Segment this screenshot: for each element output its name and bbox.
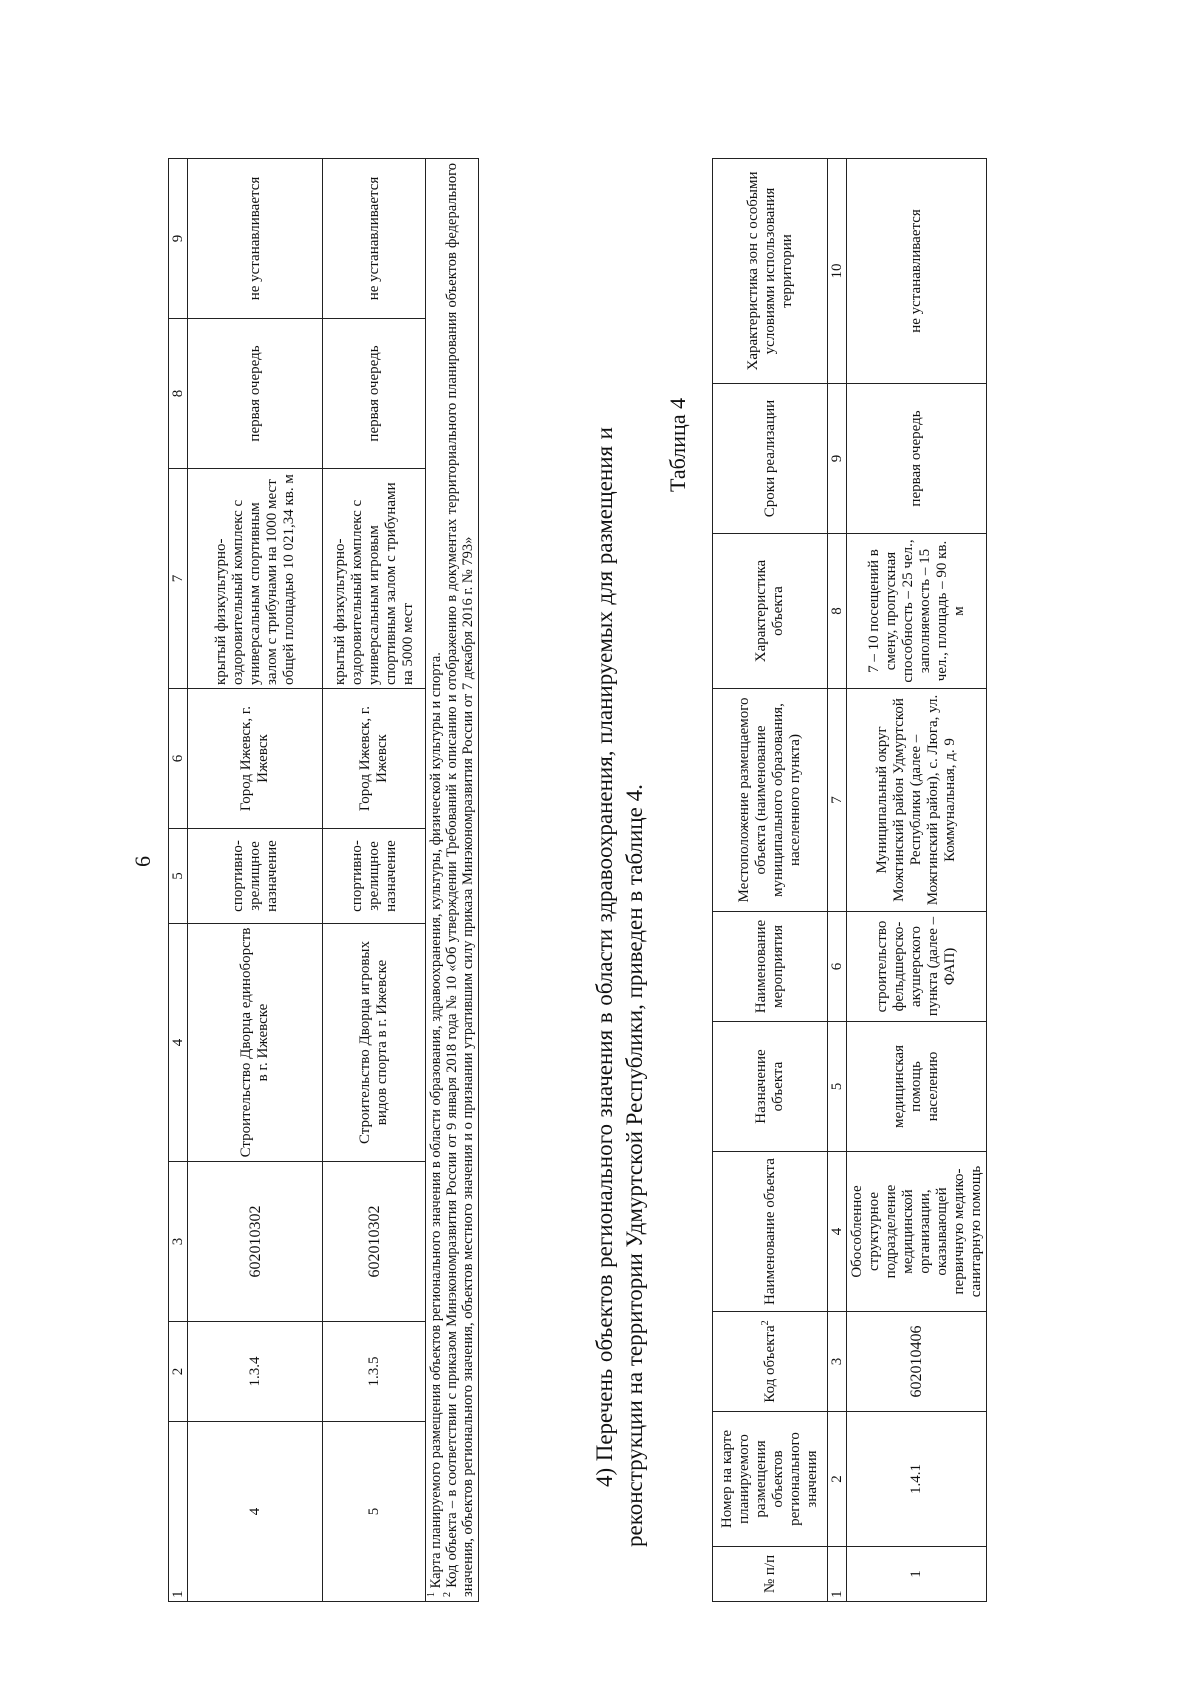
object-purpose: спортивно-зрелищное назначение bbox=[188, 829, 323, 924]
header-cell: Характеристика объекта bbox=[713, 534, 828, 689]
header-cell: Местоположение размещаемого объекта (наименование муниципального образования, населенного пункта) bbox=[713, 689, 828, 912]
header-cell: Наименование объекта bbox=[713, 1152, 828, 1312]
header-cell: № п/п bbox=[713, 1547, 828, 1602]
table-row bbox=[323, 159, 426, 1602]
column-number: 9 bbox=[169, 159, 188, 319]
map-number: 1.4.1 bbox=[847, 1412, 987, 1547]
object-name: Строительство Дворца единоборств в г. Ижевске bbox=[188, 924, 323, 1162]
header-row bbox=[713, 159, 828, 1602]
header-cell: Номер на карте планируемого размещения объектов регионального значения bbox=[713, 1412, 828, 1547]
column-number: 3 bbox=[169, 1162, 188, 1322]
object-location: Муниципальный округ Можгинский район Удмуртской Республики (далее – Можгинский район), с. Люга, ул. Коммунальная, д. 9 bbox=[847, 689, 987, 912]
column-number: 2 bbox=[828, 1412, 847, 1547]
object-code: 602010406 bbox=[847, 1312, 987, 1412]
footnote-1: $^1$ Карта планируемого размещения объектов регионального значения в области образования, здравоохранения, культуры, физической культуры и спорта. bbox=[426, 652, 444, 1597]
implementation-terms: первая очередь bbox=[847, 384, 987, 534]
zone-characteristic: не устанавливается bbox=[847, 159, 987, 384]
column-number-row bbox=[828, 159, 847, 1602]
row-number: 4 bbox=[188, 1422, 323, 1602]
object-characteristic: крытый физкультурно-оздоровительный комплекс с универсальным игровым спортивным залом с трибунами на 5000 мест bbox=[323, 469, 426, 689]
object-characteristic: 7 – 10 посещений в смену, пропускная способность – 25 чел., заполняемость – 15 чел., площадь – 90 кв. м bbox=[847, 534, 987, 689]
map-number: 1.3.5 bbox=[323, 1322, 426, 1422]
header-cell: Назначение объекта bbox=[713, 1022, 828, 1152]
table-row bbox=[188, 159, 323, 1602]
column-number: 5 bbox=[828, 1022, 847, 1152]
object-code: 602010302 bbox=[188, 1162, 323, 1322]
column-number: 6 bbox=[828, 912, 847, 1022]
implementation-terms: первая очередь bbox=[188, 319, 323, 469]
header-cell: Характеристика зон с особыми условиями использования территории bbox=[713, 159, 828, 384]
footnotes bbox=[426, 159, 479, 1602]
measure-name: строительство фельдшерско-акушерского пункта (далее – ФАП) bbox=[847, 912, 987, 1022]
column-number: 1 bbox=[169, 1422, 188, 1602]
object-purpose: медицинская помощь населению bbox=[847, 1022, 987, 1152]
header-cell: Код объекта$^2$ bbox=[713, 1312, 828, 1412]
column-number: 1 bbox=[828, 1547, 847, 1602]
column-number: 10 bbox=[828, 159, 847, 384]
column-number: 9 bbox=[828, 384, 847, 534]
table-row bbox=[847, 159, 987, 1602]
footnote-2: $^2$ Код объекта – в соответствии с приказом Минэкономразвития России от 9 января 2018 года № 10 «Об утверждении Требований к описанию и отображению в документах территориального планирования объектов федерального значения, объектов регионального значения, объектов местного значения и о признании утратившим силу приказа Минэкономразвития России от 7 декабря 2016 г. № 793» bbox=[442, 163, 476, 1597]
object-location: Город Ижевск, г. Ижевск bbox=[323, 689, 426, 829]
map-number: 1.3.4 bbox=[188, 1322, 323, 1422]
zone-characteristic: не устанавливается bbox=[323, 159, 426, 319]
object-code: 602010302 bbox=[323, 1162, 426, 1322]
column-number: 7 bbox=[169, 469, 188, 689]
table-4 bbox=[712, 158, 987, 1602]
column-number: 8 bbox=[828, 534, 847, 689]
column-number: 5 bbox=[169, 829, 188, 924]
row-number: 1 bbox=[847, 1547, 987, 1602]
implementation-terms: первая очередь bbox=[323, 319, 426, 469]
header-cell: Наименование мероприятия bbox=[713, 912, 828, 1022]
column-number: 4 bbox=[169, 924, 188, 1162]
header-cell: Сроки реализации bbox=[713, 384, 828, 534]
row-number: 5 bbox=[323, 1422, 426, 1602]
column-number: 4 bbox=[828, 1152, 847, 1312]
column-number: 6 bbox=[169, 689, 188, 829]
object-characteristic: крытый физкультурно-оздоровительный комплекс с универсальным спортивным залом с трибунами на 1000 мест общей площадью 10 021,34 кв. м bbox=[188, 469, 323, 689]
footnotes-row bbox=[426, 159, 479, 1602]
page-number: 6 bbox=[130, 856, 155, 867]
table-caption: Таблица 4 bbox=[665, 397, 690, 492]
section-heading: 4) Перечень объектов регионального значения в области здравоохранения, планируемых для размещения и реконструкции на территории Удмуртской Республики, приведен в таблице 4. bbox=[592, 427, 647, 1547]
column-number: 2 bbox=[169, 1322, 188, 1422]
object-name: Обособленное структурное подразделение медицинской организации, оказывающей первичную медико-санитарную помощь bbox=[847, 1152, 987, 1312]
column-number: 8 bbox=[169, 319, 188, 469]
table-3-continuation bbox=[168, 158, 479, 1602]
column-number: 7 bbox=[828, 689, 847, 912]
column-number: 3 bbox=[828, 1312, 847, 1412]
zone-characteristic: не устанавливается bbox=[188, 159, 323, 319]
object-location: Город Ижевск, г. Ижевск bbox=[188, 689, 323, 829]
footnote-mark: 2 bbox=[759, 1320, 771, 1326]
object-name: Строительство Дворца игровых видов спорта в г. Ижевске bbox=[323, 924, 426, 1162]
column-number-row bbox=[169, 159, 188, 1602]
object-purpose: спортивно-зрелищное назначение bbox=[323, 829, 426, 924]
